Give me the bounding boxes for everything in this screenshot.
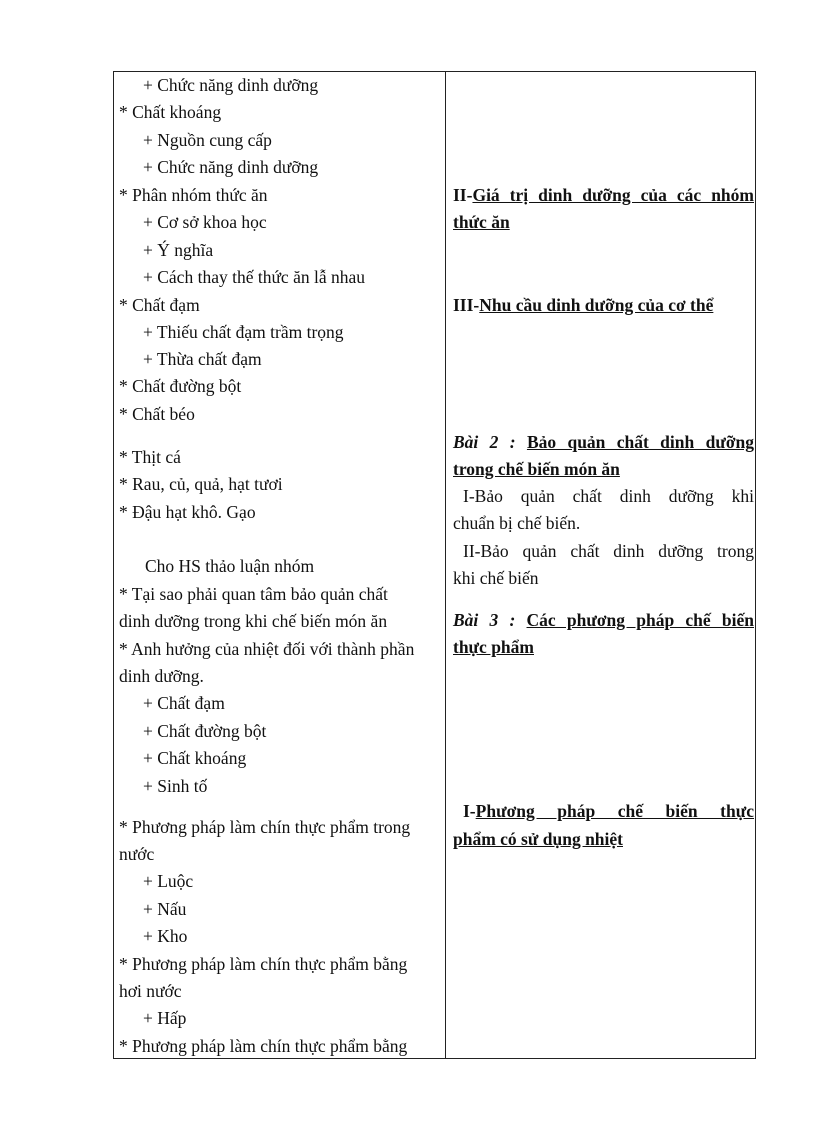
left-line: dinh dưỡng. xyxy=(119,666,204,686)
section-ii-title-line2: thức ăn xyxy=(453,212,510,232)
lesson-3-title-line2: thực phẩm xyxy=(453,637,534,657)
left-line: nước xyxy=(119,844,155,864)
lesson-2-item-2-line1: II-Bảo quản chất dinh dưỡng trong xyxy=(463,541,754,561)
section-ii-prefix: II- xyxy=(453,185,473,205)
section-ii-heading xyxy=(453,184,754,206)
left-line: + Chất đạm xyxy=(143,693,225,713)
left-line: + Thừa chất đạm xyxy=(143,349,262,369)
left-line: dinh dưỡng trong khi chế biến món ăn xyxy=(119,611,388,631)
left-line: * Chất đạm xyxy=(119,295,200,315)
lesson-2-item-2-line2: khi chế biến xyxy=(453,568,539,588)
lesson-2-label: Bài 2 : xyxy=(453,432,516,452)
left-line: + Sinh tố xyxy=(143,776,208,796)
left-line: * Phân nhóm thức ăn xyxy=(119,185,268,205)
left-line: * Anh hưởng của nhiệt đối với thành phần xyxy=(119,639,415,659)
lesson-3-title-line1: Các phương pháp chế biến xyxy=(526,610,754,630)
left-line: + Ý nghĩa xyxy=(143,240,214,260)
left-line: * Tại sao phải quan tâm bảo quản chất xyxy=(119,584,388,604)
left-line: + Nấu xyxy=(143,899,187,919)
left-line: + Chất đường bột xyxy=(143,721,267,741)
left-line: Cho HS thảo luận nhóm xyxy=(145,556,315,576)
left-line: * Phương pháp làm chín thực phẩm bằng xyxy=(119,954,408,974)
left-line: + Luộc xyxy=(143,871,194,891)
left-line: + Nguồn cung cấp xyxy=(143,130,272,150)
left-line: + Thiếu chất đạm trầm trọng xyxy=(143,322,344,342)
left-line: + Chất khoáng xyxy=(143,748,247,768)
section-iii-title: Nhu cầu dinh dưỡng của cơ thể xyxy=(479,295,714,315)
left-line: * Đậu hạt khô. Gạo xyxy=(119,502,256,522)
section-iii-heading xyxy=(453,294,754,316)
left-line: * Rau, củ, quả, hạt tươi xyxy=(119,474,283,494)
lesson-3-label: Bài 3 : xyxy=(453,610,516,630)
left-line: + Chức năng dinh dưỡng xyxy=(143,75,319,95)
lesson-2-item-1-line1: I-Bảo quản chất dinh dưỡng khi xyxy=(463,486,754,506)
lesson-2-title-line1: Bảo quản chất dinh dưỡng xyxy=(526,432,755,452)
left-line: * Chất khoáng xyxy=(119,102,222,122)
lesson-2-item-1-line2: chuẩn bị chế biến. xyxy=(453,513,581,533)
left-line: + Cơ sở khoa học xyxy=(143,212,267,232)
lesson-2-title-line2: trong chế biến món ăn xyxy=(453,459,620,479)
left-line: * Chất đường bột xyxy=(119,376,242,396)
lesson-3-heading xyxy=(453,609,754,631)
lesson-2-heading xyxy=(453,431,754,453)
left-line: * Phương pháp làm chín thực phẩm bằng xyxy=(119,1036,408,1056)
section-i-heading xyxy=(463,800,754,822)
section-i-prefix: I- xyxy=(463,801,476,821)
section-ii-title-line1: Giá trị dinh dưỡng của các nhóm xyxy=(472,185,754,205)
left-line: + Chức năng dinh dưỡng xyxy=(143,157,319,177)
right-column xyxy=(446,72,757,1058)
left-line: * Thịt cá xyxy=(119,447,181,467)
left-line: + Hấp xyxy=(143,1008,187,1028)
section-i-title-line1: Phương pháp chế biến thực xyxy=(475,801,754,821)
left-line: * Phương pháp làm chín thực phẩm trong xyxy=(119,817,411,837)
left-line: + Cách thay thế thức ăn lẫ nhau xyxy=(143,267,365,287)
left-line: + Kho xyxy=(143,926,188,946)
left-line: hơi nước xyxy=(119,981,182,1001)
lesson-table xyxy=(113,71,756,1059)
left-line: * Chất béo xyxy=(119,404,195,424)
section-i-title-line2: phẩm có sử dụng nhiệt xyxy=(453,829,623,849)
section-iii-prefix: III- xyxy=(453,295,480,315)
